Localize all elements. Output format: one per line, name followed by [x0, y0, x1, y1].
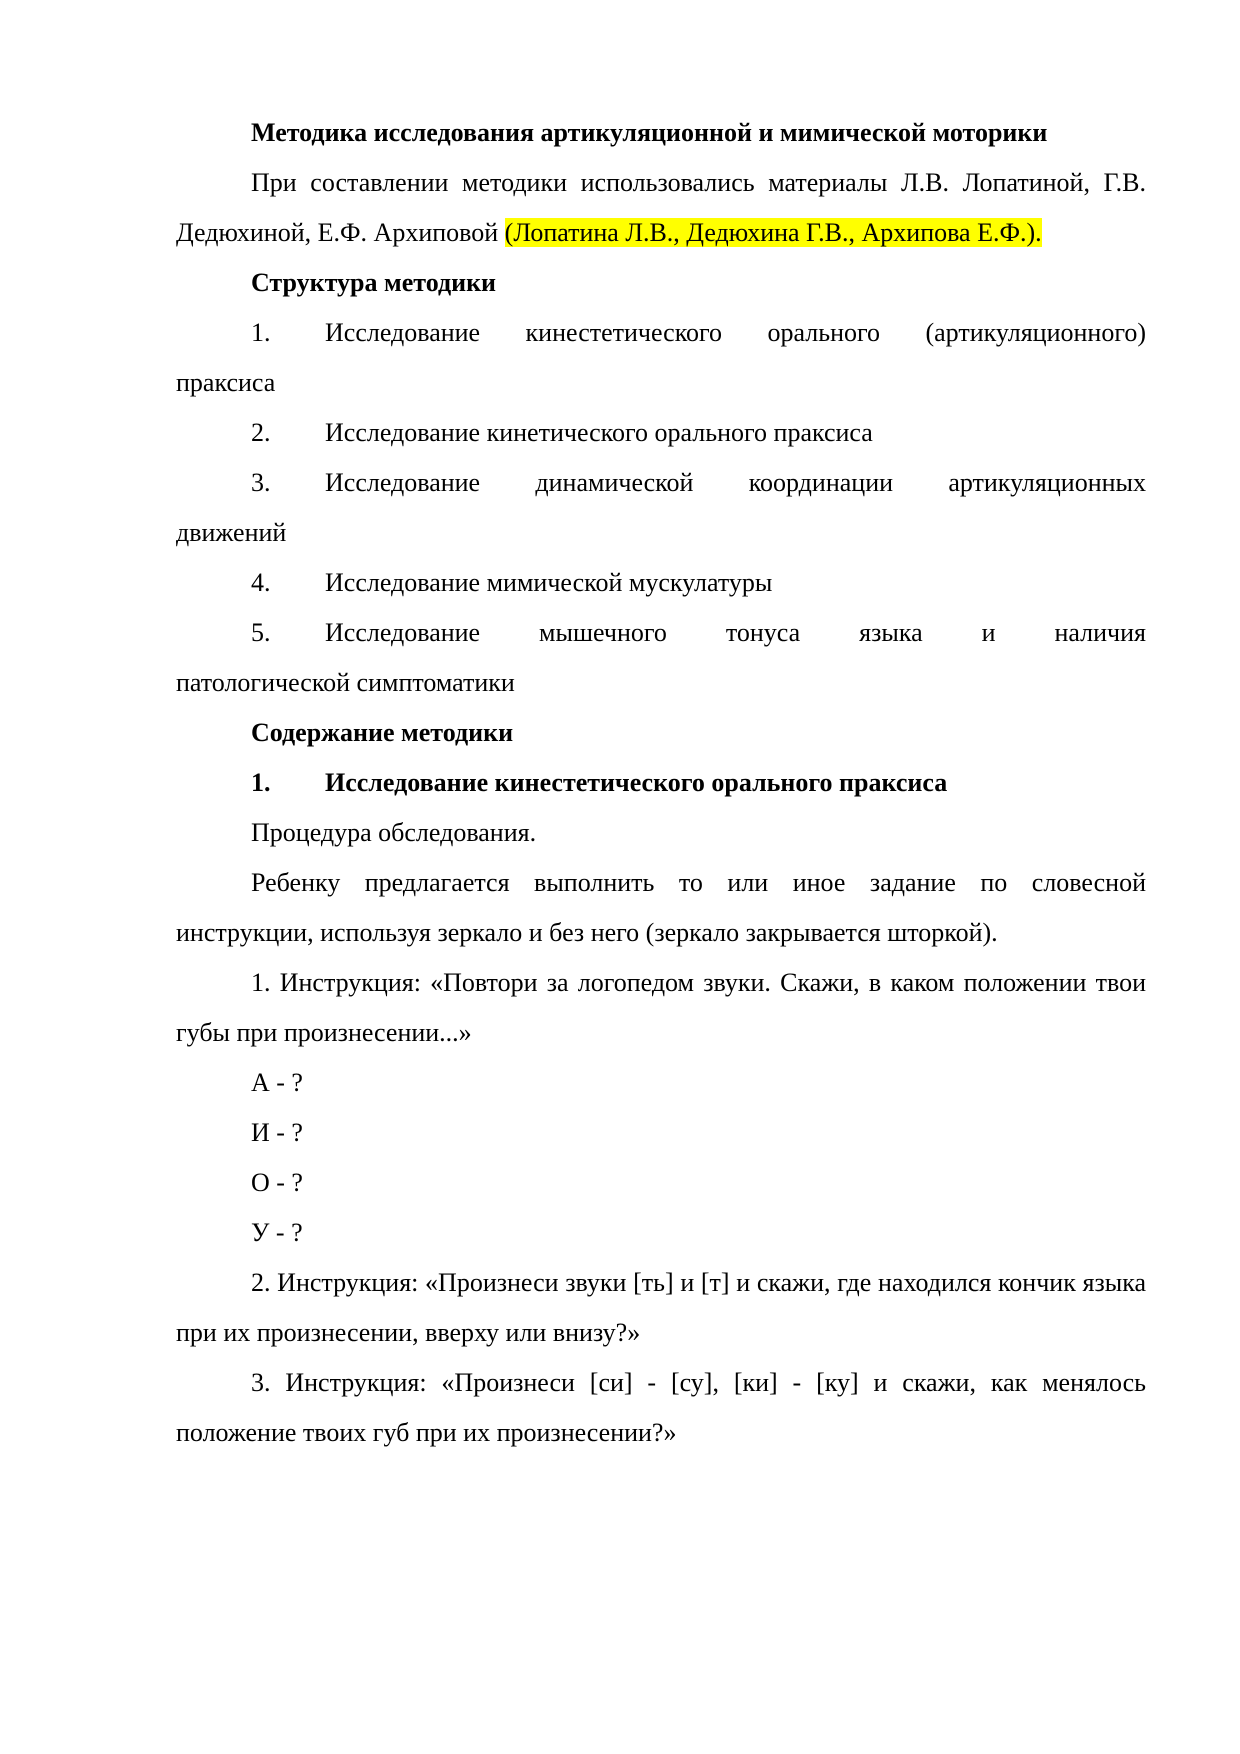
list-number: 4. — [251, 568, 271, 597]
structure-item-2 — [176, 408, 1146, 458]
sound-item: И - ? — [251, 1118, 303, 1147]
content-heading: Содержание методики — [251, 718, 514, 747]
list-number: 1. — [251, 318, 271, 347]
list-text: Исследование кинестетического орального (артикуляционного) — [325, 318, 1146, 347]
sound-item: А - ? — [251, 1068, 303, 1097]
list-text: Исследование мимической мускулатуры — [325, 568, 773, 597]
procedure-text: Ребенку предлагается выполнить то или иное задание по словесной инструкции, используя зеркало и без него (зеркало закрывается шторкой). — [176, 868, 1146, 947]
document-title: Методика исследования артикуляционной и мимической моторики — [251, 118, 1048, 147]
structure-heading: Структура методики — [251, 268, 497, 297]
intro-text: При составлении методики использовались материалы Л.В. Лопатиной, Г.В. Дедюхиной, Е.Ф. Архиповой — [176, 168, 1146, 247]
section-number: 1. — [251, 768, 271, 797]
list-number: 3. — [251, 468, 271, 497]
instruction-2: 2. Инструкция: «Произнеси звуки [ть] и [т] и скажи, где находился кончик языка при их произнесении, вверху или внизу?» — [176, 1268, 1146, 1347]
section-title: Исследование кинестетического орального праксиса — [325, 768, 948, 797]
procedure-label: Процедура обследования. — [251, 818, 537, 847]
instruction-3: 3. Инструкция: «Произнеси [си] - [су], [ки] - [ку] и скажи, как менялось положение твоих губ при их произнесении?» — [176, 1368, 1146, 1447]
structure-item-3 — [176, 458, 1146, 508]
list-continuation: патологической симптоматики — [176, 668, 515, 697]
instruction-1: 1. Инструкция: «Повтори за логопедом звуки. Скажи, в каком положении твои губы при произнесении...» — [176, 968, 1146, 1047]
list-text: Исследование кинетического орального праксиса — [325, 418, 873, 447]
list-continuation: движений — [176, 518, 287, 547]
section-1-heading — [176, 758, 1146, 808]
list-number: 5. — [251, 618, 271, 647]
list-continuation: праксиса — [176, 368, 276, 397]
structure-list — [176, 308, 1146, 708]
document-body — [176, 108, 1146, 1458]
list-text: Исследование мышечного тонуса языка и наличия — [325, 618, 1146, 647]
sound-item: О - ? — [251, 1168, 303, 1197]
list-number: 2. — [251, 418, 271, 447]
structure-item-5 — [176, 608, 1146, 658]
list-text: Исследование динамической координации артикуляционных — [325, 468, 1146, 497]
intro-citation-highlight: (Лопатина Л.В., Дедюхина Г.В., Архипова Е.Ф.). — [504, 218, 1042, 247]
intro-paragraph — [176, 158, 1146, 258]
sound-item: У - ? — [251, 1218, 303, 1247]
structure-item-1 — [176, 308, 1146, 358]
structure-item-4 — [176, 558, 1146, 608]
